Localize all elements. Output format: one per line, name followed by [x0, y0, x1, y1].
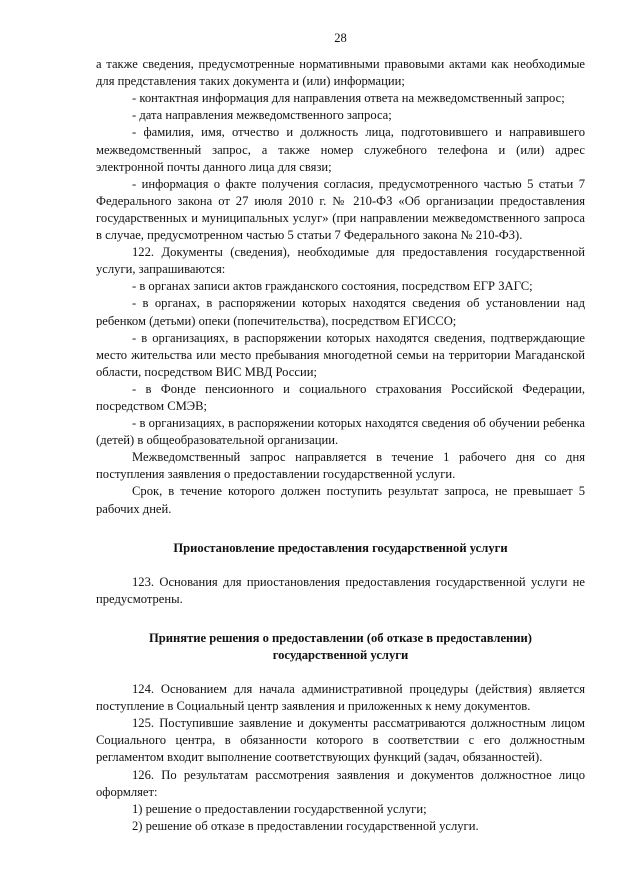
section-heading-decision-line-2: государственной услуги — [272, 648, 409, 662]
list-item-consent-info: - информация о факте получения согласия, предусмотренного частью 5 статьи 7 Федерального закона от 27 июля 2010 г. № 210-ФЗ «Об организации предоставления государственных и муниципальных услуг» (при направлении межведомственного запроса в случае, предусмотренном частью 5 статьи 7 Федерального закона № 210-ФЗ). — [96, 176, 585, 243]
list-item-contact-info: - контактная информация для направления ответа на межведомственный запрос; — [132, 91, 565, 106]
section-heading-decision-line-1: Принятие решения о предоставлении (об отказе в предоставлении) — [148, 630, 533, 645]
list-item-official-details: - фамилия, имя, отчество и должность лица, подготовившего и направившего межведомственный запрос, а также номер служебного телефона и (или) адрес электронной почты данного лица для связи; — [96, 125, 585, 174]
list-item-request-date: - дата направления межведомственного запроса; — [132, 108, 392, 123]
page-number: 28 — [334, 31, 347, 45]
list-item-decision-refusal: 2) решение об отказе в предоставлении государственной услуги. — [132, 818, 479, 833]
paragraph-continuation: а также сведения, предусмотренные нормативными правовыми актами как необходимые для представления таких документа и (или) информации; — [96, 57, 585, 89]
section-heading-suspension: Приостановление предоставления государственной услуги — [173, 540, 508, 555]
list-item-guardianship: - в органах, в распоряжении которых находятся сведения об установлении над ребенком (детьми) опеки (попечительства), посредством ЕГИССО; — [96, 296, 585, 328]
paragraph-request-deadline: Межведомственный запрос направляется в течение 1 рабочего дня со дня поступления заявления о предоставлении государственной услуги. — [96, 450, 585, 482]
paragraph-response-term: Срок, в течение которого должен поступить результат запроса, не превышает 5 рабочих дней. — [96, 484, 585, 516]
paragraph-124: 124. Основанием для начала административной процедуры (действия) является поступление в Социальный центр заявления и приложенных к нему документов. — [96, 682, 585, 714]
document-page — [96, 30, 585, 835]
paragraph-126: 126. По результатам рассмотрения заявления и документов должностное лицо оформляет: — [96, 767, 585, 799]
paragraph-125: 125. Поступившие заявление и документы рассматриваются должностным лицом Социального центра, в обязанности которого в соответствии с его должностным регламентом входит выполнение соответствующих функций (задач, обязанностей). — [96, 716, 585, 765]
list-item-pension-fund: - в Фонде пенсионного и социального страхования Российской Федерации, посредством СМЭВ; — [96, 381, 585, 413]
list-item-residence: - в организациях, в распоряжении которых находятся сведения, подтверждающие место жительства или место пребывания многодетной семьи на территории Магаданской области, посредством ВИС МВД России; — [96, 330, 585, 379]
list-item-zags: - в органах записи актов гражданского состояния, посредством ЕГР ЗАГС; — [132, 279, 533, 294]
list-item-education: - в организациях, в распоряжении которых находятся сведения об обучении ребенка (детей) в общеобразовательной организации. — [96, 416, 585, 448]
list-item-decision-grant: 1) решение о предоставлении государственной услуги; — [132, 801, 427, 816]
paragraph-122: 122. Документы (сведения), необходимые для предоставления государственной услуги, запрашиваются: — [96, 245, 585, 277]
paragraph-123: 123. Основания для приостановления предоставления государственной услуги не предусмотрены. — [96, 574, 585, 606]
